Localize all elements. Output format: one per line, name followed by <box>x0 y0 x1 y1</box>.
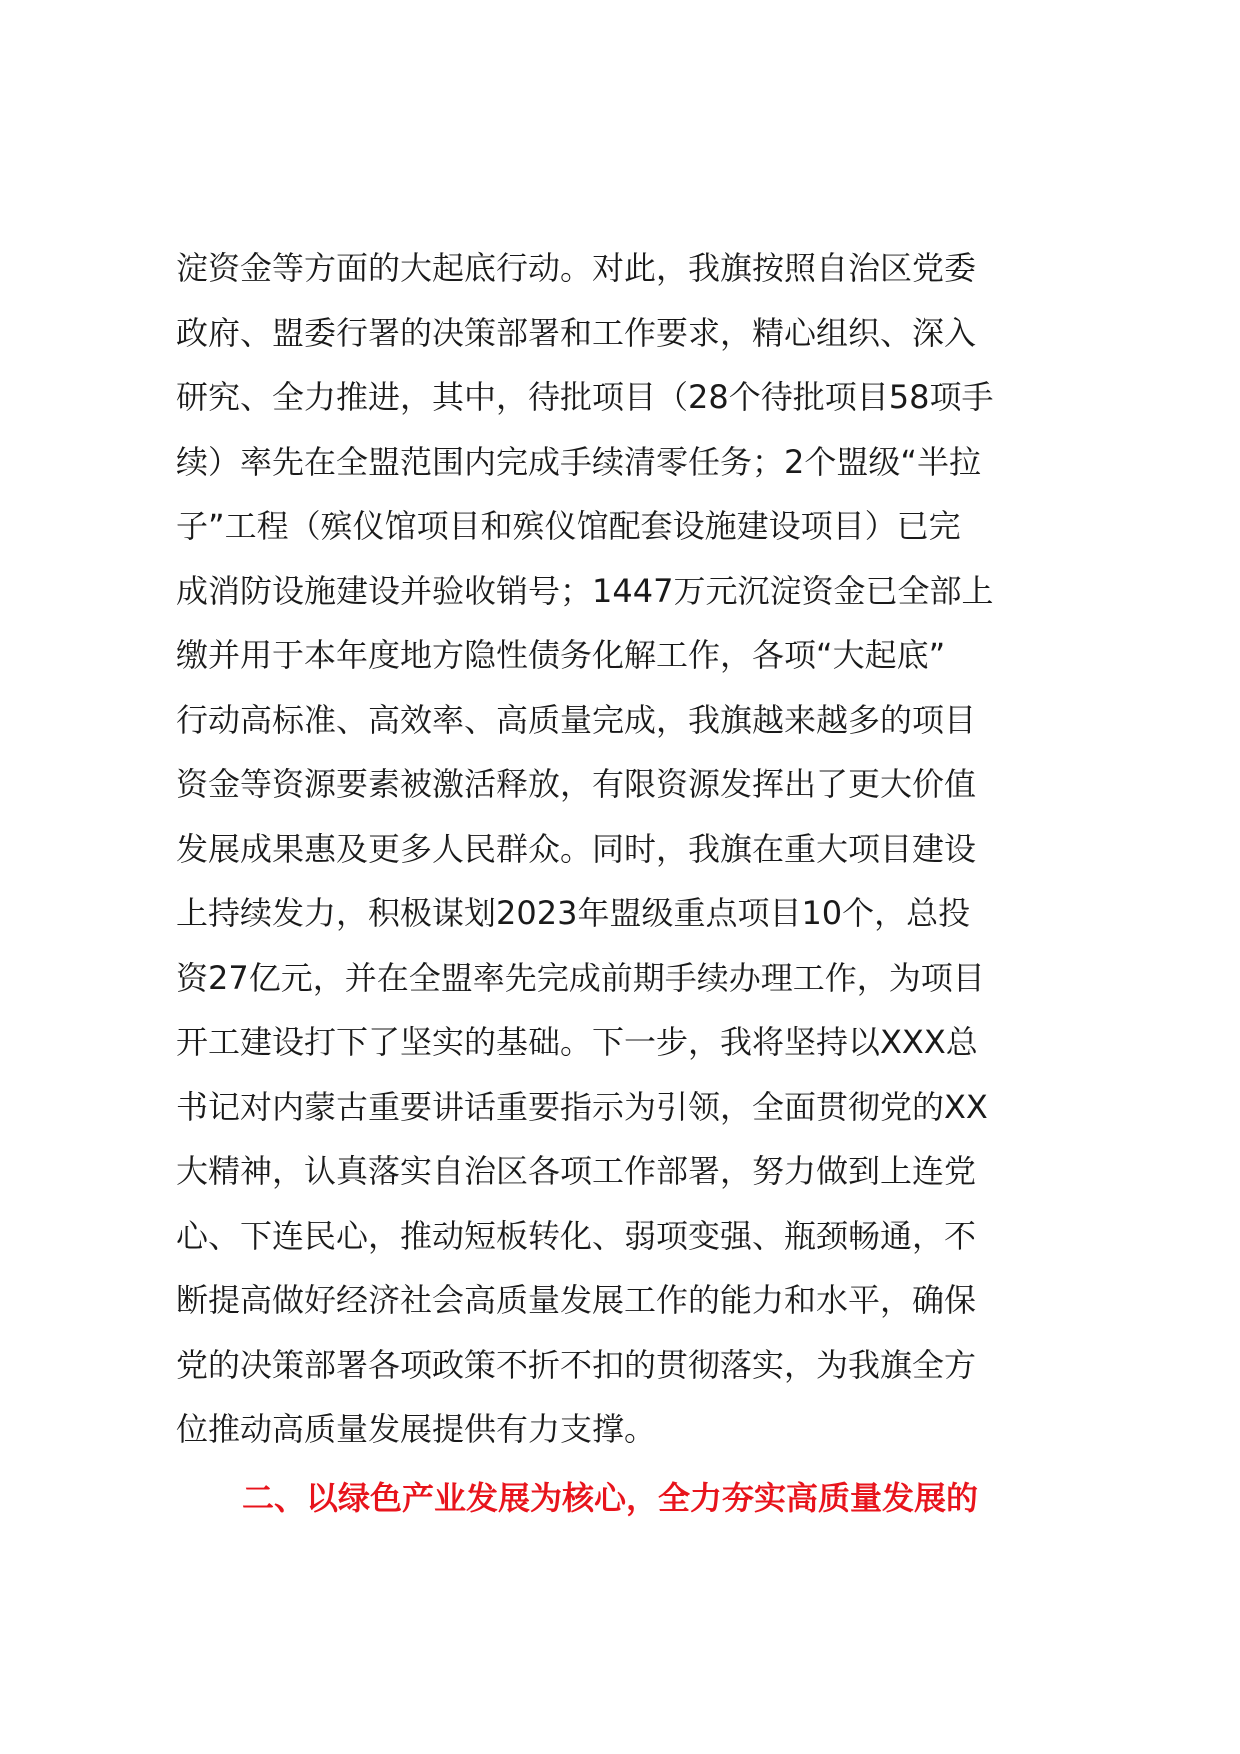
paragraph-line-3: 研究、全力推进，其中，待批项目（28个待批项目58项手 <box>176 378 994 416</box>
section-heading: 二、以绿色产业发展为核心，全力夯实高质量发展的 <box>242 1479 979 1517</box>
paragraph-line-6: 成消防设施建设并验收销号；1447万元沉淀资金已全部上 <box>176 571 994 610</box>
paragraph-line-18: 党的决策部署各项政策不折不扣的贯彻落实，为我旗全方 <box>176 1345 977 1384</box>
paragraph-line-4: 续）率先在全盟范围内完成手续清零任务；2个盟级“半拉 <box>176 442 981 481</box>
paragraph-line-8: 行动高标准、高效率、高质量完成，我旗越来越多的项目 <box>176 700 977 739</box>
paragraph-line-10: 发展成果惠及更多人民群众。同时，我旗在重大项目建设 <box>176 829 977 868</box>
paragraph-line-5: 子”工程（殡仪馆项目和殡仪馆配套设施建设项目）已完 <box>176 507 961 545</box>
paragraph-line-9: 资金等资源要素被激活释放，有限资源发挥出了更大价值 <box>176 765 977 803</box>
paragraph-line-2: 政府、盟委行署的决策部署和工作要求，精心组织、深入 <box>176 313 977 352</box>
paragraph-line-7: 缴并用于本年度地方隐性债务化解工作，各项“大起底” <box>176 636 946 674</box>
paragraph-line-12: 资27亿元，并在全盟率先完成前期手续办理工作，为项目 <box>176 958 985 997</box>
paragraph-line-17: 断提高做好经济社会高质量发展工作的能力和水平，确保 <box>176 1281 977 1319</box>
paragraph-line-16: 心、下连民心，推动短板转化、弱项变强、瓶颈畅通，不 <box>176 1216 977 1255</box>
paragraph-line-14: 书记对内蒙古重要讲话重要指示为引领，全面贯彻党的XX <box>176 1087 988 1126</box>
paragraph-line-15: 大精神，认真落实自治区各项工作部署，努力做到上连党 <box>176 1152 977 1190</box>
body-paragraph <box>176 236 1116 1462</box>
paragraph-line-11: 上持续发力，积极谋划2023年盟级重点项目10个，总投 <box>176 894 971 932</box>
paragraph-line-19: 位推动高质量发展提供有力支撑。 <box>176 1410 657 1448</box>
paragraph-line-1: 淀资金等方面的大起底行动。对此，我旗按照自治区党委 <box>176 249 977 287</box>
paragraph-line-13: 开工建设打下了坚实的基础。下一步，我将坚持以XXX总 <box>176 1023 978 1061</box>
